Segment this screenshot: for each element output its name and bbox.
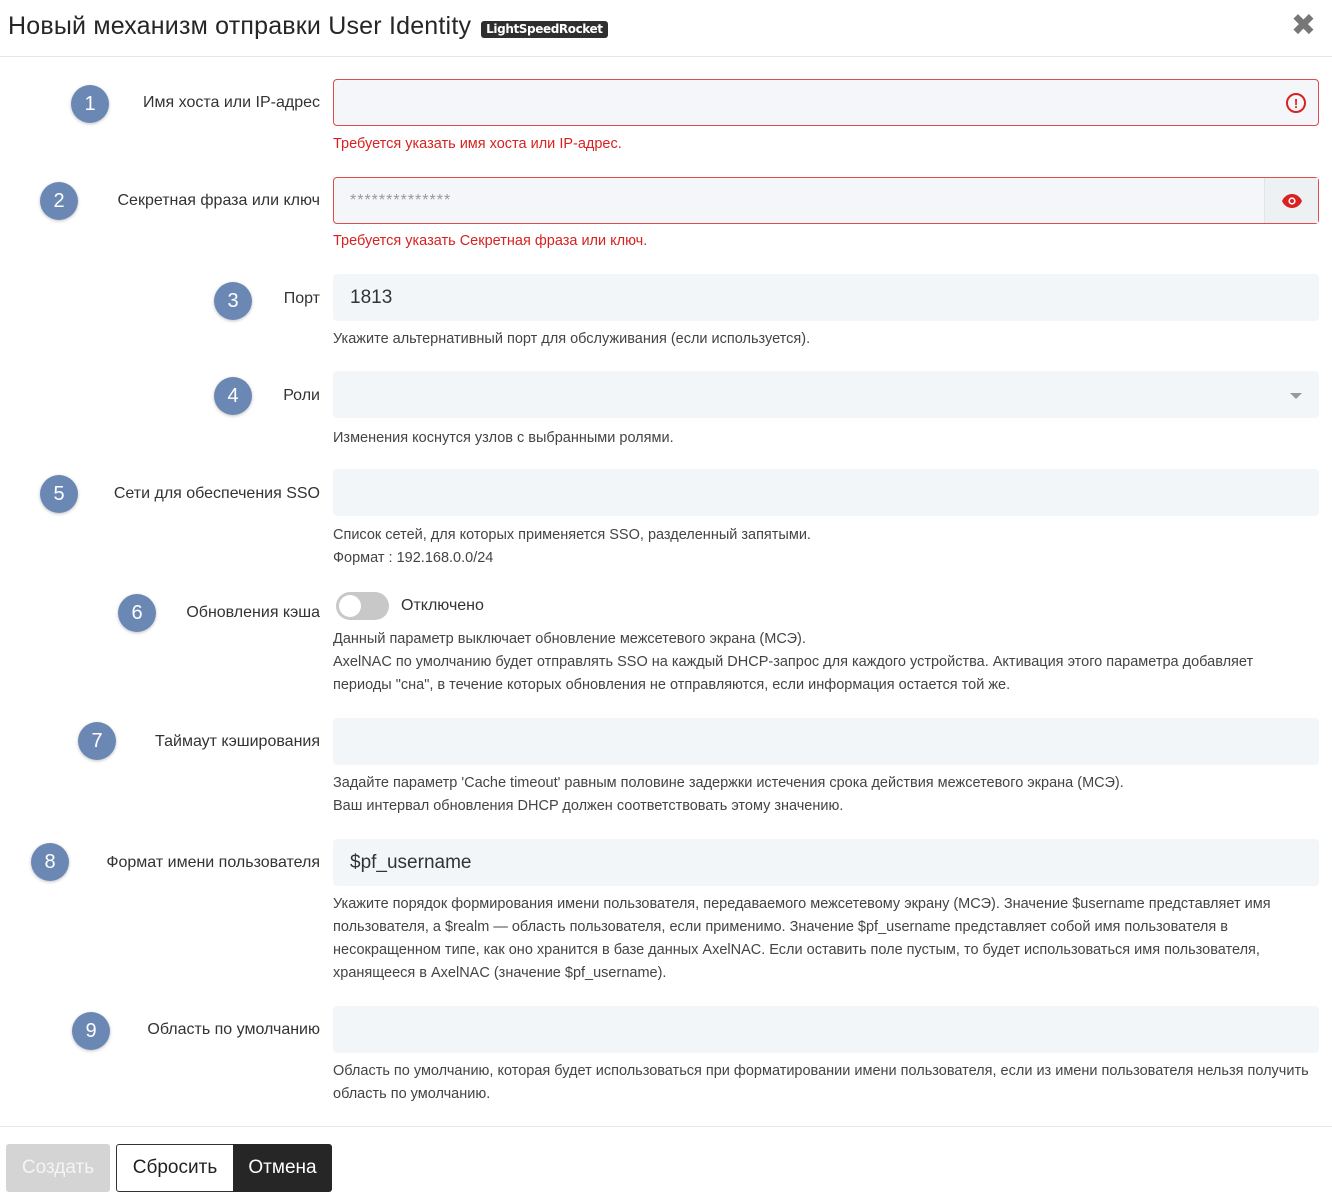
cancel-button[interactable]: Отмена bbox=[233, 1144, 332, 1192]
field-label-default-realm: Область по умолчанию bbox=[147, 1021, 320, 1038]
field-label-sso-networks: Сети для обеспечения SSO bbox=[113, 485, 320, 502]
modal-header bbox=[0, 0, 1332, 57]
eye-icon bbox=[1281, 193, 1303, 209]
field-label-cache-updates: Обновления кэша bbox=[186, 604, 320, 621]
sso-networks-help: Список сетей, для которых применяется SSO, разделенный запятыми. bbox=[333, 527, 811, 543]
close-icon[interactable]: ✖ bbox=[1290, 8, 1316, 43]
modal-title bbox=[8, 12, 608, 41]
chevron-down-icon[interactable] bbox=[1290, 393, 1302, 399]
step-badge-4: 4 bbox=[214, 377, 252, 415]
step-badge-5: 5 bbox=[40, 475, 78, 513]
default-realm-help: Область по умолчанию, которая будет использоваться при форматировании имени пользователя, если из имени пользователя нельзя получить область по умолчанию. bbox=[333, 1063, 1309, 1102]
default-realm-field[interactable] bbox=[333, 1006, 1319, 1053]
modal-footer bbox=[0, 1126, 1332, 1200]
hostname-error: Требуется указать имя хоста или IP-адрес. bbox=[333, 136, 622, 152]
create-button[interactable]: Создать bbox=[6, 1144, 110, 1192]
step-badge-8: 8 bbox=[31, 843, 69, 881]
reset-button[interactable]: Сбросить bbox=[116, 1144, 234, 1192]
cache-updates-help-detail: AxelNAC по умолчанию будет отправлять SSO на каждый DHCP-запрос для каждого устройства. Активация этого параметра добавляет периоды "сна", в течение которых обновления не отправляются, если информация остается той же. bbox=[333, 654, 1254, 693]
port-field[interactable] bbox=[333, 274, 1319, 321]
username-format-help: Укажите порядок формирования имени пользователя, передаваемого межсетевому экрану (МСЭ). Значение $username представляет имя пользователя, а $realm — область пользователя, если применимо. Значение $pf_username представляет собой имя пользователя в несокращенном типе, как оно хранится в базе данных AxelNAC. Если оставить поле пустым, то будет использоваться имя пользователя, хранящееся в AxelNAC (значение $pf_username). bbox=[333, 896, 1271, 981]
field-label-hostname: Имя хоста или IP-адрес bbox=[143, 94, 320, 111]
secret-placeholder[interactable]: ************** bbox=[350, 191, 452, 209]
field-label-secret: Секретная фраза или ключ bbox=[117, 192, 320, 209]
sso-networks-format: Формат : 192.168.0.0/24 bbox=[333, 550, 494, 566]
step-badge-6: 6 bbox=[118, 594, 156, 632]
plugin-badge: LightSpeedRocket bbox=[481, 21, 607, 38]
field-label-cache-timeout: Таймаут кэширования bbox=[155, 733, 320, 750]
cache-timeout-help-detail: Ваш интервал обновления DHCP должен соответствовать этому значению. bbox=[333, 798, 844, 814]
error-icon: ! bbox=[1286, 93, 1306, 113]
page-title: Новый механизм отправки User Identity bbox=[8, 12, 472, 40]
port-input[interactable]: 1813 bbox=[350, 286, 393, 308]
cache-updates-help: Данный параметр выключает обновление межсетевого экрана (МСЭ). bbox=[333, 631, 806, 647]
hostname-field[interactable] bbox=[333, 79, 1319, 126]
cache-updates-toggle[interactable] bbox=[336, 592, 389, 620]
secret-field[interactable] bbox=[333, 177, 1319, 224]
cache-updates-state: Отключено bbox=[401, 597, 484, 614]
cache-timeout-help: Задайте параметр 'Cache timeout' равным половине задержки истечения срока действия межсетевого экрана (МСЭ). bbox=[333, 775, 1124, 791]
username-format-input[interactable]: $pf_username bbox=[350, 851, 472, 873]
step-badge-7: 7 bbox=[78, 722, 116, 760]
field-label-port: Порт bbox=[283, 290, 320, 307]
hostname-input[interactable] bbox=[350, 91, 1318, 115]
port-help: Укажите альтернативный порт для обслуживания (если используется). bbox=[333, 331, 811, 347]
sso-networks-field[interactable] bbox=[333, 469, 1319, 516]
step-badge-3: 3 bbox=[214, 282, 252, 320]
cache-timeout-field[interactable] bbox=[333, 718, 1319, 765]
field-label-username-format: Формат имени пользователя bbox=[106, 854, 320, 871]
username-format-field[interactable] bbox=[333, 839, 1319, 886]
step-badge-1: 1 bbox=[71, 85, 109, 123]
step-badge-2: 2 bbox=[40, 182, 78, 220]
roles-select[interactable] bbox=[333, 371, 1319, 418]
toggle-password-button[interactable] bbox=[1264, 178, 1318, 223]
field-label-roles: Роли bbox=[283, 387, 320, 404]
step-badge-9: 9 bbox=[72, 1012, 110, 1050]
roles-help: Изменения коснутся узлов с выбранными ролями. bbox=[333, 430, 674, 446]
secret-error: Требуется указать Секретная фраза или ключ. bbox=[333, 233, 648, 249]
toggle-knob bbox=[339, 595, 361, 617]
